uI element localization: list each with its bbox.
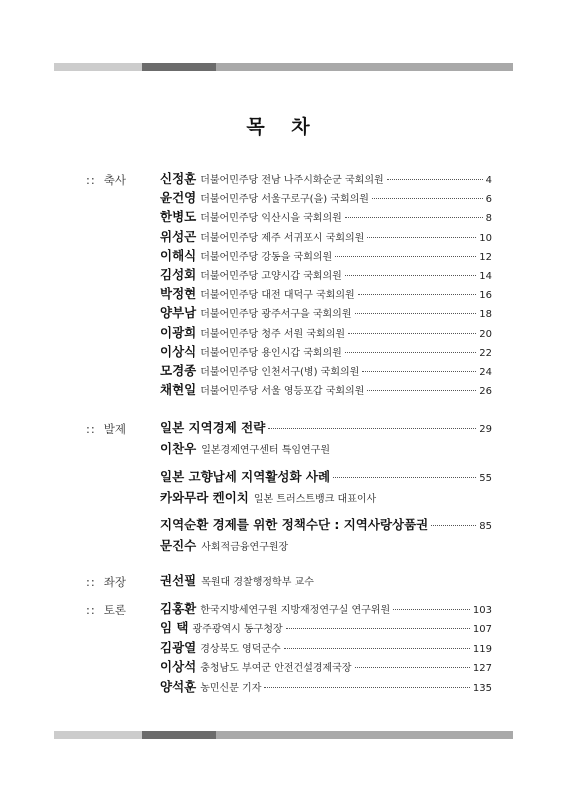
toc-entry-discussion-4[interactable] bbox=[160, 657, 492, 675]
top-decorative-bar bbox=[54, 63, 513, 71]
leader-dots bbox=[362, 371, 476, 372]
entry-page: 16 bbox=[479, 290, 492, 302]
entry-desc: 더불어민주당 익산시을 국회의원 bbox=[200, 213, 342, 225]
entry-name: 양부남 bbox=[160, 305, 197, 321]
entry-desc: 더불어민주당 서울구로구(을) 국회의원 bbox=[200, 194, 369, 206]
entry-desc: 한국지방세연구원 지방재정연구실 연구위원 bbox=[200, 605, 391, 616]
entry-desc: 더불어민주당 인천서구(병) 국회의원 bbox=[200, 367, 360, 378]
entry-page: 22 bbox=[479, 347, 492, 359]
leader-dots bbox=[367, 237, 476, 238]
leader-dots bbox=[358, 294, 477, 295]
toc-entry-discussion-2[interactable] bbox=[160, 618, 492, 636]
leader-dots bbox=[348, 333, 476, 334]
toc-entry-talk-2[interactable]: 일본 고향납세 지역활성화 사례 55 bbox=[160, 469, 492, 484]
entry-page: 20 bbox=[479, 328, 492, 340]
chair-person: 권선필 목원대 경찰행정학부 교수 bbox=[160, 573, 314, 588]
entry-desc: 더불어민주당 광주서구을 국회의원 bbox=[200, 309, 352, 321]
toc-entry-discussion-1[interactable] bbox=[160, 599, 492, 617]
entry-desc: 더불어민주당 서울 영등포갑 국회의원 bbox=[200, 386, 365, 398]
toc-entry-congrats-7[interactable] bbox=[160, 284, 492, 302]
leader-dots bbox=[345, 352, 476, 353]
entry-desc: 경상북도 영덕군수 bbox=[200, 643, 281, 655]
toc-entry-congrats-11[interactable] bbox=[160, 361, 492, 379]
entry-page: 8 bbox=[485, 213, 492, 225]
entry-desc: 광주광역시 동구청장 bbox=[192, 624, 283, 636]
entry-desc: 농민신문 기자 bbox=[200, 682, 262, 694]
toc-entry-congrats-4[interactable] bbox=[160, 227, 492, 245]
entry-page: 135 bbox=[472, 682, 492, 694]
entry-name: 이해식 bbox=[160, 247, 197, 263]
entry-page: 119 bbox=[472, 643, 492, 655]
toc-entry-congrats-3[interactable] bbox=[160, 207, 492, 225]
leader-dots bbox=[372, 198, 483, 199]
entry-name: 이상석 bbox=[160, 659, 197, 675]
leader-dots bbox=[286, 628, 470, 629]
speaker-3: 문진수 사회적금융연구원장 bbox=[160, 538, 289, 553]
entry-name: 채현일 bbox=[160, 382, 197, 398]
entry-desc: 더불어민주당 청주 서원 국회의원 bbox=[200, 328, 346, 340]
entry-desc: 충청남도 부여군 안전건설경제국장 bbox=[200, 663, 352, 675]
entry-name: 윤건영 bbox=[160, 190, 197, 206]
bottom-decorative-bar bbox=[54, 731, 513, 739]
entry-page: 103 bbox=[472, 605, 492, 616]
leader-dots bbox=[355, 667, 470, 668]
entry-desc: 더불어민주당 용인시갑 국회의원 bbox=[200, 347, 342, 359]
leader-dots bbox=[345, 217, 483, 218]
toc-entry-congrats-5[interactable] bbox=[160, 246, 492, 264]
section-label-chair: :: 좌장 bbox=[86, 575, 126, 589]
entry-name: 임 택 bbox=[160, 620, 189, 636]
entry-page: 4 bbox=[485, 175, 492, 186]
leader-dots bbox=[345, 275, 476, 276]
entry-desc: 더불어민주당 전남 나주시화순군 국회의원 bbox=[200, 175, 384, 186]
toc-entry-congrats-10[interactable] bbox=[160, 342, 492, 360]
speaker-2: 카와무라 켄이치 일본 트러스트뱅크 대표이사 bbox=[160, 490, 377, 505]
toc-entry-congrats-2[interactable] bbox=[160, 188, 492, 206]
entry-page: 127 bbox=[472, 663, 492, 675]
toc-entry-congrats-12[interactable] bbox=[160, 380, 492, 398]
entry-page: 24 bbox=[479, 367, 492, 378]
entry-desc: 더불어민주당 제주 서귀포시 국회의원 bbox=[200, 232, 365, 244]
page-title: 목 차 bbox=[246, 116, 320, 138]
toc-entry-talk-3[interactable]: 지역순환 경제를 위한 정책수단 : 지역사랑상품권 85 bbox=[160, 517, 492, 532]
toc-entry-discussion-3[interactable] bbox=[160, 638, 492, 656]
entry-desc: 더불어민주당 고양시갑 국회의원 bbox=[200, 271, 342, 282]
entry-name: 신정훈 bbox=[160, 171, 197, 186]
leader-dots bbox=[387, 179, 483, 180]
leader-dots bbox=[284, 648, 470, 649]
entry-name: 박정현 bbox=[160, 286, 197, 302]
section-label-presentation: :: 발제 bbox=[86, 422, 126, 436]
speaker-1: 이찬우 일본경제연구센터 특임연구원 bbox=[160, 441, 330, 456]
leader-dots bbox=[335, 256, 476, 257]
leader-dots bbox=[264, 687, 470, 688]
toc-entry-talk-1[interactable]: 일본 지역경제 전략 29 bbox=[160, 420, 492, 435]
section-label-congrats: :: 축사 bbox=[86, 173, 126, 187]
leader-dots bbox=[355, 313, 477, 314]
toc-entry-congrats-9[interactable] bbox=[160, 323, 492, 341]
entry-page: 14 bbox=[479, 271, 492, 282]
entry-name: 김성회 bbox=[160, 267, 197, 282]
entry-page: 6 bbox=[485, 194, 492, 206]
leader-dots bbox=[367, 390, 476, 391]
entry-desc: 더불어민주당 강동을 국회의원 bbox=[200, 251, 333, 263]
entry-name: 양석훈 bbox=[160, 678, 197, 694]
entry-name: 김홍환 bbox=[160, 601, 197, 616]
toc-entry-congrats-1[interactable] bbox=[160, 169, 492, 187]
entry-page: 107 bbox=[472, 624, 492, 636]
entry-name: 한병도 bbox=[160, 209, 197, 225]
entry-name: 이상식 bbox=[160, 343, 197, 359]
entry-page: 26 bbox=[479, 386, 492, 398]
section-label-discussion: :: 토론 bbox=[86, 603, 126, 617]
entry-name: 김광열 bbox=[160, 639, 197, 655]
entry-name: 모경종 bbox=[160, 363, 197, 378]
entry-desc: 더불어민주당 대전 대덕구 국회의원 bbox=[200, 290, 355, 302]
toc-entry-discussion-5[interactable] bbox=[160, 677, 492, 695]
entry-page: 12 bbox=[479, 251, 492, 263]
entry-name: 위성곤 bbox=[160, 228, 197, 244]
entry-page: 18 bbox=[479, 309, 492, 321]
leader-dots bbox=[393, 609, 470, 610]
toc-entry-congrats-8[interactable] bbox=[160, 303, 492, 321]
entry-name: 이광희 bbox=[160, 324, 197, 340]
entry-page: 10 bbox=[479, 232, 492, 244]
toc-entry-congrats-6[interactable] bbox=[160, 265, 492, 283]
